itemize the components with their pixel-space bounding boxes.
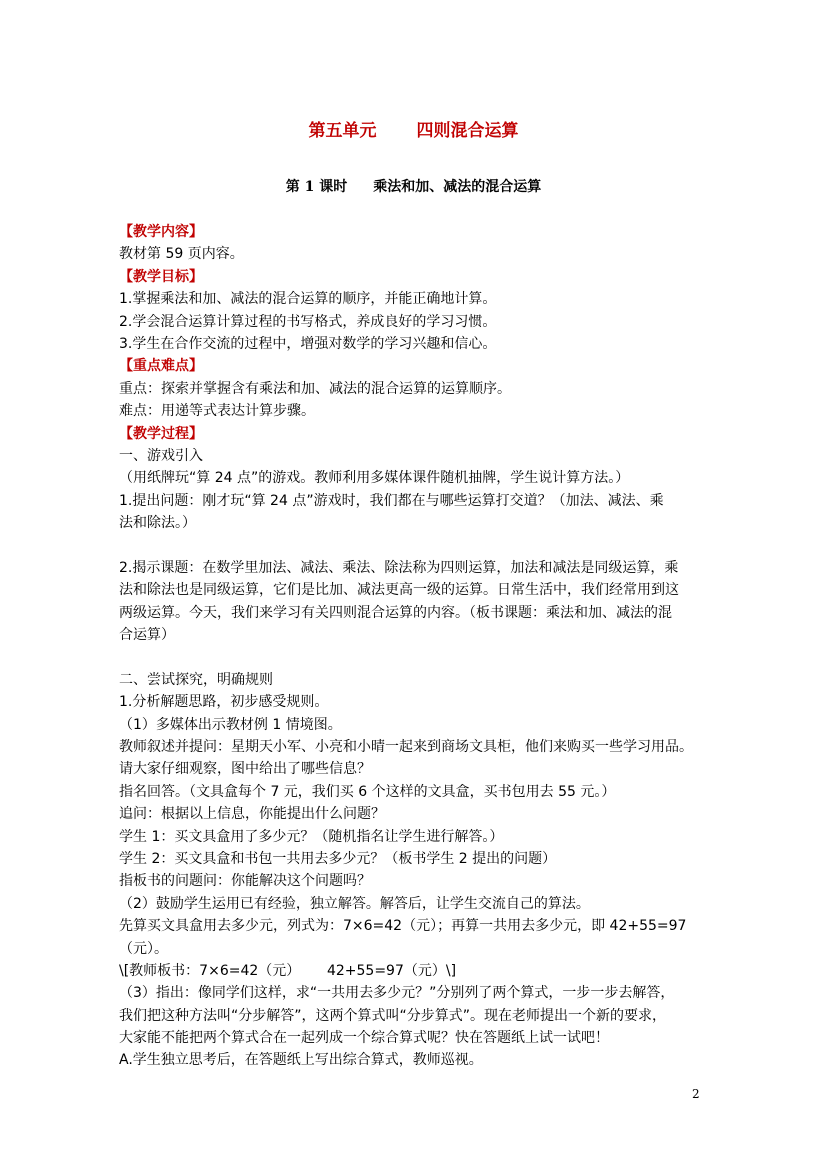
text-line: 2.揭示课题：在数学里加法、减法、乘法、除法称为四则运算，加法和减法是同级运算，乘 xyxy=(119,559,679,576)
text-line: （1）多媒体出示教材例 1 情境图。 xyxy=(119,716,342,733)
text-line: 一、游戏引入 xyxy=(119,447,203,464)
text-line: 学生 1：买文具盒用了多少元？（随机指名让学生进行解答。） xyxy=(119,828,504,845)
text-line: （3）指出：像同学们这样，求“一共用去多少元？”分别列了两个算式，一步一步去解答， xyxy=(119,985,675,1002)
text-line: 指板书的问题问：你能解决这个问题吗？ xyxy=(119,873,371,890)
text-line: 教材第 59 页内容。 xyxy=(119,246,244,263)
text-line: 学生 2：买文具盒和书包一共用去多少元？（板书学生 2 提出的问题） xyxy=(119,850,557,867)
page-number: 2 xyxy=(692,1087,700,1101)
text-line: 1.提出问题：刚才玩“算 24 点”游戏时，我们都在与哪些运算打交道？（加法、减法、乘 xyxy=(119,492,664,509)
blank-line xyxy=(119,534,715,556)
text-line: （2）鼓励学生运用已有经验，独立解答。解答后，让学生交流自己的算法。 xyxy=(119,895,590,912)
section-heading: 【教学过程】 xyxy=(119,425,203,442)
text-line: 1.分析解题思路，初步感受规则。 xyxy=(119,694,329,711)
text-line: 合运算） xyxy=(119,627,175,644)
text-line: 难点：用递等式表达计算步骤。 xyxy=(119,403,315,420)
section-heading: 【重点难点】 xyxy=(119,358,203,375)
text-line: 先算买文具盒用去多少元，列式为：7×6=42（元）；再算一共用去多少元，即 42+55=97 xyxy=(119,918,687,935)
text-line: （用纸牌玩“算 24 点”的游戏。教师利用多媒体课件随机抽牌，学生说计算方法。） xyxy=(119,470,630,487)
section-heading: 【教学目标】 xyxy=(119,268,203,285)
text-line: 法和除法。） xyxy=(119,515,196,532)
text-line: A.学生独立思考后，在答题纸上写出综合算式，教师巡视。 xyxy=(119,1052,483,1069)
text-line: 3.学生在合作交流的过程中，增强对数学的学习兴趣和信心。 xyxy=(119,335,497,352)
text-line: 追问：根据以上信息，你能提出什么问题？ xyxy=(119,806,385,823)
text-line: 1.掌握乘法和加、减法的混合运算的顺序，并能正确地计算。 xyxy=(119,291,497,308)
text-line: 我们把这种方法叫“分步解答”，这两个算式叫“分步算式”。现在老师提出一个新的要求， xyxy=(119,1007,667,1024)
text-line: （元）。 xyxy=(119,940,168,957)
unit-title xyxy=(0,116,827,141)
text-line: 法和除法也是同级运算，它们是比加、减法更高一级的运算。日常生活中，我们经常用到这 xyxy=(119,582,679,599)
lesson-title xyxy=(0,176,827,196)
blank-line xyxy=(119,646,715,668)
unit-title-number: 第五单元 xyxy=(308,121,377,141)
text-line: 教师叙述并提问：星期天小军、小亮和小晴一起来到商场文具柜，他们来购买一些学习用品。 xyxy=(119,738,693,755)
section-heading: 【教学内容】 xyxy=(119,224,203,240)
text-line: 指名回答。（文具盒每个 7 元，我们买 6 个这样的文具盒，买书包用去 55 元。） xyxy=(119,783,616,800)
text-line: \[教师板书：7×6=42（元） 42+55=97（元）\] xyxy=(119,962,457,979)
lesson-name: 乘法和加、减法的混合运算 xyxy=(373,179,542,195)
text-line: 大家能不能把两个算式合在一起列成一个综合算式呢？快在答题纸上试一试吧！ xyxy=(119,1030,609,1047)
lesson-body xyxy=(119,221,715,1072)
text-line: 两级运算。今天，我们来学习有关四则混合运算的内容。（板书课题：乘法和加、减法的混 xyxy=(119,604,672,621)
unit-title-name: 四则混合运算 xyxy=(416,121,519,141)
text-line: 请大家仔细观察，图中给出了哪些信息？ xyxy=(119,761,371,778)
lesson-number: 第 1 课时 xyxy=(285,179,348,195)
text-line: 二、尝试探究，明确规则 xyxy=(119,671,273,688)
text-line: 2.学会混合运算计算过程的书写格式，养成良好的学习习惯。 xyxy=(119,313,497,330)
text-line: 重点：探索并掌握含有乘法和加、减法的混合运算的运算顺序。 xyxy=(119,380,511,397)
